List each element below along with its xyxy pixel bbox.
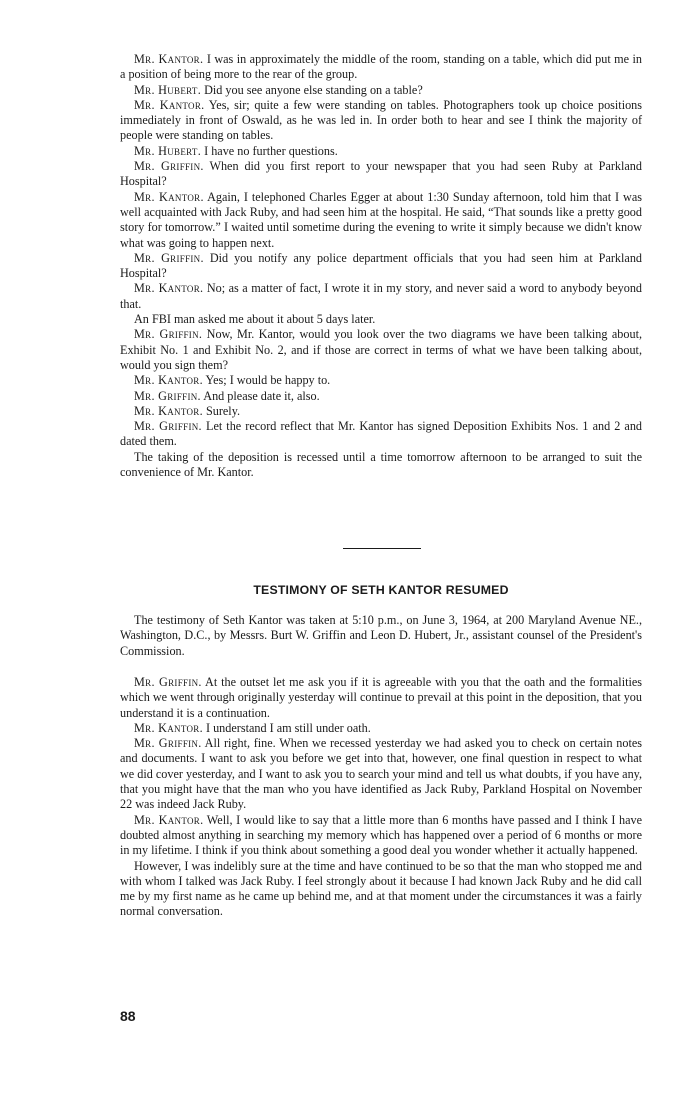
paragraph: Mr. Griffin. Now, Mr. Kantor, would you look over the two diagrams we have been talking about, Exhibit No. 1 and Exhibit No. 2, and if those are correct in terms of what we have been talking about, would you sign them? <box>120 327 643 372</box>
paragraph: An FBI man asked me about it about 5 days later. <box>134 312 376 327</box>
paragraph: Mr. Griffin. And please date it, also. <box>134 388 320 403</box>
speaker: Mr. Kantor. <box>134 281 204 296</box>
section-divider <box>343 548 421 549</box>
paragraph: Mr. Kantor. I understand I am still under oath. <box>134 720 371 735</box>
speaker: Mr. Griffin. <box>134 250 204 265</box>
paragraph: Mr. Kantor. No; as a matter of fact, I wrote it in my story, and never said a word to anybody beyond that. <box>120 281 643 311</box>
paragraph: Mr. Griffin. Let the record reflect that Mr. Kantor has signed Deposition Exhibits Nos. 1 and 2 and dated them. <box>120 419 643 449</box>
speaker: Mr. Hubert. <box>134 143 202 158</box>
speaker: Mr. Kantor. <box>134 52 204 66</box>
speaker: Mr. Kantor. <box>134 189 204 204</box>
speaker: Mr. Kantor. <box>134 720 203 735</box>
speaker: Mr. Hubert. <box>134 82 202 97</box>
paragraph: Mr. Hubert. Did you see anyone else standing on a table? <box>134 82 423 97</box>
paragraph: Mr. Griffin. Did you notify any police department officials that you had seen him at Parkland Hospital? <box>120 250 643 281</box>
deposition-text-top <box>120 52 642 480</box>
speaker: Mr. Griffin. <box>134 419 202 434</box>
speaker: Mr. Kantor. <box>134 373 203 388</box>
session-intro: The testimony of Seth Kantor was taken at 5:10 p.m., on June 3, 1964, at 200 Maryland Avenue NE., Washington, D.C., by Messrs. Burt W. Griffin and Leon D. Hubert, Jr., assistant counsel of the President's Commission. <box>120 613 642 658</box>
speaker: Mr. Griffin. <box>134 675 202 689</box>
speaker: Mr. Griffin. <box>134 388 201 403</box>
paragraph: However, I was indelibly sure at the time and have continued to be so that the man who stopped me and with whom I talked was Jack Ruby. I feel strongly about it because I had known Jack Ruby and he did call me by my first name as he came up behind me, and at that moment under the circumstances it was a fairly normal conversation. <box>120 858 642 919</box>
paragraph: The taking of the deposition is recessed until a time tomorrow afternoon to be arranged to suit the convenience of Mr. Kantor. <box>120 449 642 480</box>
speaker: Mr. Kantor. <box>134 812 204 827</box>
speaker: Mr. Griffin. <box>134 159 204 174</box>
paragraph: Mr. Kantor. I was in approximately the middle of the room, standing on a table, which did put me in a position of being more to the rear of the group. <box>120 52 643 82</box>
paragraph: Mr. Griffin. All right, fine. When we recessed yesterday we had asked you to check on certain notes and documents. I want to ask you before we get into that, however, one final question in respect to what we did cover yesterday, and I want to ask you to search your mind and tell us what doubts, if you have any, that you might have that the man who you have identified as Jack Ruby, Parkland Hospital on November 22 was indeed Jack Ruby. <box>120 736 643 812</box>
paragraph: Mr. Kantor. Yes, sir; quite a few were standing on tables. Photographers took up choice positions immediately in front of Oswald, as he was led in. In order both to hear and see I think the majority of people were standing on tables. <box>120 97 643 143</box>
speaker: Mr. Griffin. <box>134 736 202 751</box>
paragraph: Mr. Kantor. Well, I would like to say that a little more than 6 months have passed and I think I have doubted almost anything in searching my memory which has happened over a period of 6 months or more in my lifetime. I think if you think about something a good deal you wonder whether it actually happened. <box>120 812 643 858</box>
speaker: Mr. Kantor. <box>134 97 205 112</box>
paragraph: Mr. Griffin. At the outset let me ask you if it is agreeable with you that the oath and the formalities which we went through originally yesterday will continue to prevail at this point in the deposition, that you understand it is a continuation. <box>120 675 642 720</box>
deposition-text-bottom <box>120 675 642 920</box>
paragraph: Mr. Hubert. I have no further questions. <box>134 143 338 158</box>
speaker: Mr. Kantor. <box>134 403 203 418</box>
paragraph: Mr. Kantor. Again, I telephoned Charles Egger at about 1:30 Sunday afternoon, told him that I was well acquainted with Jack Ruby, and had seen him at the hospital. He said, “That sounds like a pretty good story for tomorrow.” I waited until sometime during the evening to write it simply because we didn't know what was going to happen next. <box>120 189 643 250</box>
speaker: Mr. Griffin. <box>134 327 203 342</box>
paragraph: Mr. Kantor. Yes; I would be happy to. <box>134 373 331 388</box>
section-heading: TESTIMONY OF SETH KANTOR RESUMED <box>253 583 509 597</box>
page-number: 88 <box>120 1008 136 1024</box>
paragraph: Mr. Griffin. When did you first report to your newspaper that you had seen Ruby at Parkland Hospital? <box>120 159 642 189</box>
paragraph: Mr. Kantor. Surely. <box>134 403 241 418</box>
